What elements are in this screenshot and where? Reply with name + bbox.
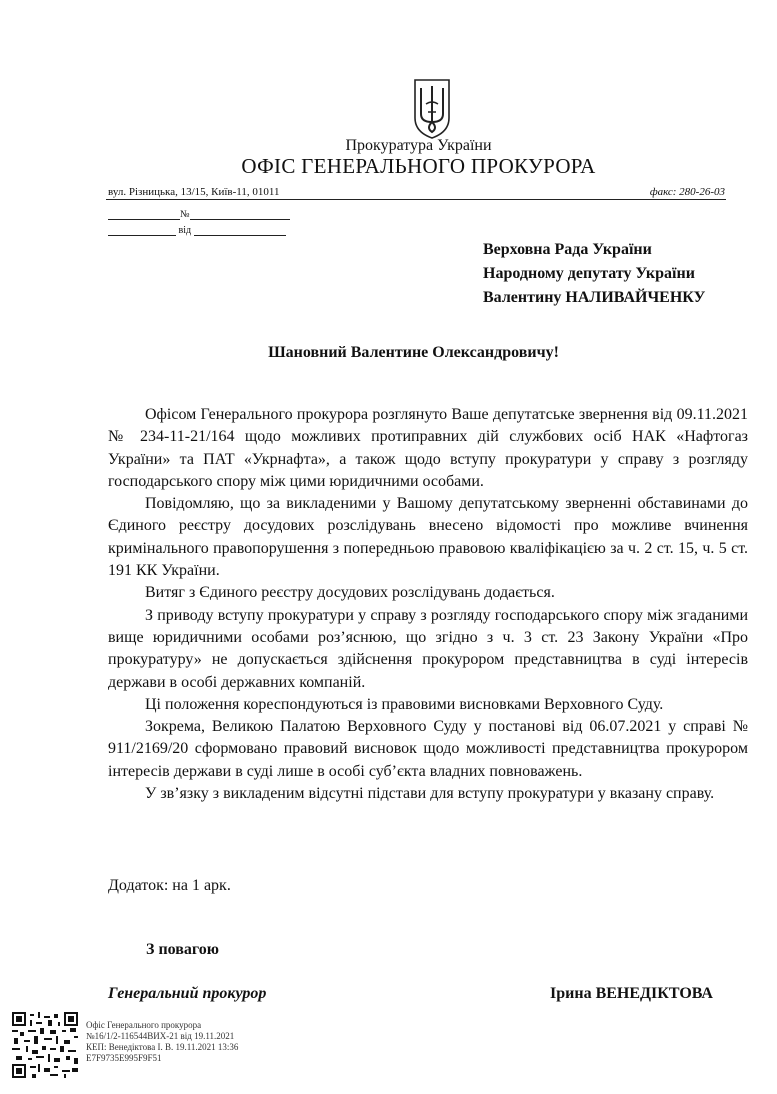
number-sign: № [180,209,190,220]
salutation: Шановний Валентине Олександровичу! [268,344,559,361]
addressee-line: Верховна Рада України [483,241,652,258]
closing-regards: З повагою [146,941,219,958]
office-address: вул. Різницька, 13/15, Київ-11, 01011 [108,186,280,198]
addressee-line: Валентину НАЛИВАЙЧЕНКУ [483,289,706,306]
stamp-line: №16/1/2-116544ВИХ-21 від 19.11.2021 [86,1031,235,1041]
addressee-block [483,238,705,310]
stamp-line: КЕП: Венедіктова І. В. 19.11.2021 13:36 [86,1042,239,1052]
registration-date-line [108,224,286,236]
qr-code-icon [12,1012,78,1078]
body-paragraph: Витяг з Єдиного реєстру досудових розслідувань додається. [145,584,555,602]
stamp-line: Офіс Генерального прокурора [86,1020,202,1030]
registration-number-line [108,208,290,220]
body-paragraph: Зокрема, Великою Палатою Верховного Суду у постанові від 06.07.2021 у справі № 911/2169/20 сформовано правовий висновок щодо можливості представництва прокурором інтересів держави в суді лише в особі суб’єкта владних повноважень. [108,718,748,780]
body-paragraph: Офісом Генерального прокурора розглянуто Ваше депутатське звернення від 09.11.2021 № 234-11-21/164 щодо можливих протиправних дій службових осіб НАК «Нафтогаз України» та ПАТ «Укрнафта», а також щодо вступу прокуратури у справу з розгляду господарського спору між цими юридичними особами. [108,406,748,490]
letter-body [108,404,748,805]
date-word: від [178,225,192,236]
office-title: ОФІС ГЕНЕРАЛЬНОГО ПРОКУРОРА [241,154,596,178]
body-paragraph: Повідомляю, що за викладеними у Вашому депутатському зверненні обставинами до Єдиного реєстру досудових розслідувань внесено відомості про можливе вчинення кримінального правопорушення з попередньою правовою кваліфікацією за ч. 2 ст. 15, ч. 5 ст. 191 КК України. [108,495,748,580]
signatory-name: Ірина ВЕНЕДІКТОВА [550,985,713,1002]
header-divider [106,199,726,200]
electronic-signature-stamp [86,1020,238,1064]
office-fax: факс: 280-26-03 [649,186,725,198]
body-paragraph: З приводу вступу прокуратури у справу з розгляду господарського спору між згаданими вище юридичними особами роз’яснюю, що згідно з ч. 3 ст. 23 Закону України «Про прокуратуру» не допускається здійснення прокурором представництва в суді інтересів держави в особі державних компаній. [108,606,748,691]
trident-emblem-icon [412,78,452,140]
attachment-note: Додаток: на 1 арк. [108,877,231,894]
body-paragraph: Ці положення кореспондуються із правовими висновками Верховного Суду. [145,695,664,713]
signatory-title: Генеральний прокурор [108,985,267,1002]
stamp-line: E7F9735E995F9F51 [86,1053,162,1063]
addressee-line: Народному депутату України [483,265,695,282]
body-paragraph: У зв’язку з викладеним відсутні підстави для вступу прокуратури у вказану справу. [145,785,715,803]
org-name: Прокуратура України [345,137,492,154]
